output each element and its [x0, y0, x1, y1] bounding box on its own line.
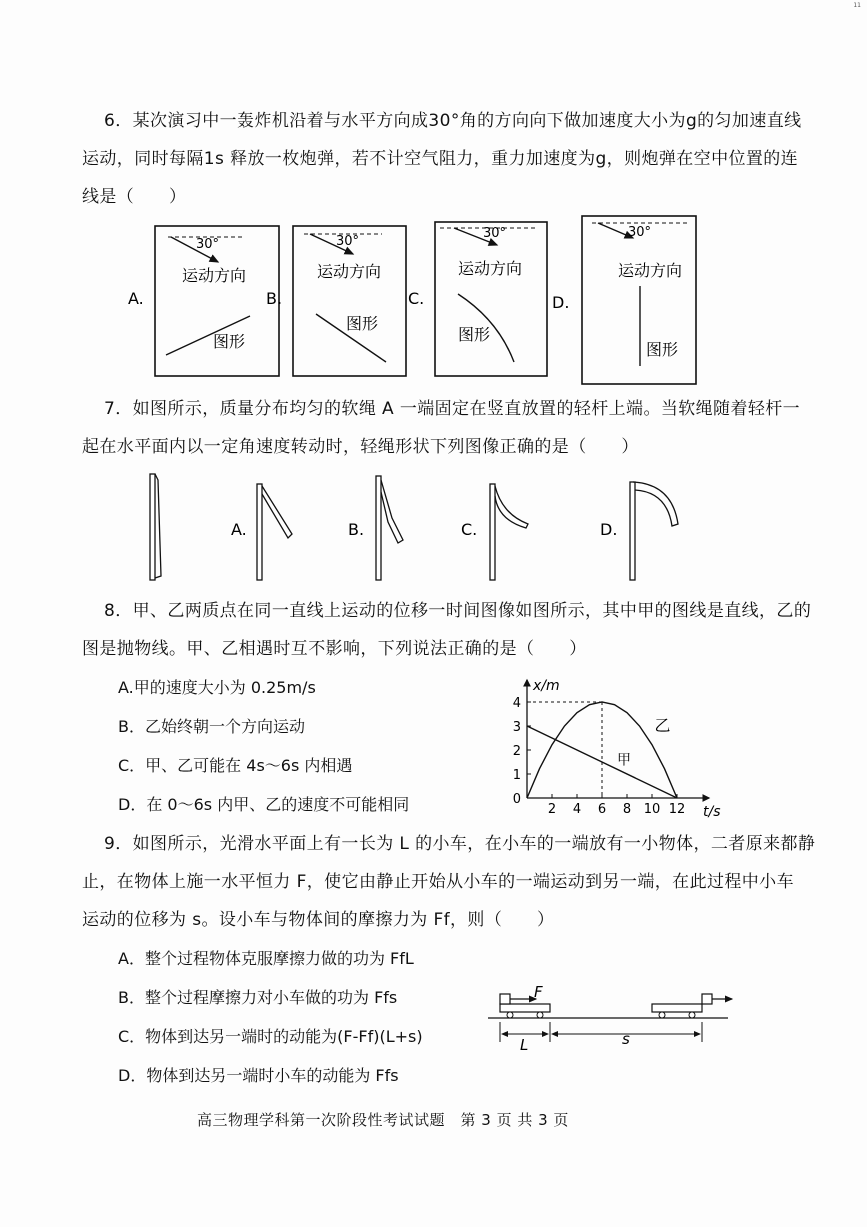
q9-option-a: A．整个过程物体克服摩擦力做的功为 FfL: [118, 949, 414, 968]
q7-option-b-rope: [381, 480, 403, 543]
q9-cart-figure: [488, 980, 748, 1052]
q9-line-3: 运动的位移为 s。设小车与物体间的摩擦力为 Ff，则（ ）: [82, 910, 555, 930]
q7-reference-rod: [150, 474, 155, 580]
chart-y-label: x/m: [533, 678, 560, 694]
q7-option-c-letter: C.: [461, 520, 478, 539]
q9-option-b: B．整个过程摩擦力对小车做的功为 Ffs: [118, 988, 398, 1007]
q9-line-2: 止，在物体上施一水平恒力 F，使它由静止开始从小车的一端运动到另一端，在此过程中小车: [82, 872, 794, 892]
chart-y-tick-label: 0: [512, 792, 521, 807]
q8-line-1: 8．甲、乙两质点在同一直线上运动的位移一时间图像如图所示，其中甲的图线是直线，乙的: [104, 601, 812, 621]
q7-line-1: 7．如图所示，质量分布均匀的软绳 A 一端固定在竖直放置的轻杆上端。当软绳随着轻杆一: [104, 399, 801, 419]
q6-option-d-letter: D.: [552, 293, 570, 312]
q6-option-c-direction: 运动方向: [458, 259, 523, 278]
q6-option-b-letter: B.: [266, 289, 283, 308]
q9-line-1: 9．如图所示，光滑水平面上有一长为 L 的小车，在小车的一端放有一小物体，二者原来都静: [104, 834, 816, 854]
chart-x-tick-label: 2: [547, 802, 557, 817]
chart-y-tick-label: 3: [512, 720, 521, 735]
q7-line-2: 起在水平面内以一定角速度转动时，轻绳形状下列图像正确的是（ ）: [82, 437, 639, 457]
chart-series-jia-label: 甲: [617, 752, 631, 769]
q7-option-b-letter: B.: [348, 520, 365, 539]
chart-x-label: t/s: [703, 804, 721, 820]
q6-option-b-angle: 30°: [336, 234, 360, 249]
force-label: F: [534, 983, 543, 1001]
chart-x-tick-label: 4: [572, 802, 582, 817]
q8-option-d: D．在 0～6s 内甲、乙的速度不可能相同: [118, 795, 410, 814]
chart-x-tick-label: 12: [668, 802, 686, 817]
length-label: L: [520, 1036, 529, 1052]
q7-figures: [130, 470, 690, 585]
q6-option-c-angle: 30°: [483, 226, 507, 241]
q6-line-2: 运动，同时每隔1s 释放一枚炮弹，若不计空气阻力，重力加速度为g，则炮弹在空中位置的连: [82, 149, 799, 169]
displacement-label: s: [622, 1030, 630, 1048]
left-cart-body: [500, 1004, 550, 1012]
q6-option-c-box: [435, 222, 547, 376]
q7-option-a-letter: A.: [231, 520, 247, 539]
q7-option-d-rope: [633, 482, 678, 526]
q6-option-a-angle: 30°: [196, 237, 220, 252]
q8-option-c: C．甲、乙可能在 4s～6s 内相遇: [118, 756, 353, 775]
q7-option-d-letter: D.: [600, 520, 618, 539]
q7-option-a-rope: [262, 486, 292, 538]
q6-option-a-shape-label: 图形: [213, 332, 246, 351]
page-footer: 高三物理学科第一次阶段性考试试题 第 3 页 共 3 页: [197, 1111, 569, 1129]
right-block: [702, 994, 712, 1004]
q7-option-a-rod: [257, 484, 262, 580]
q6-option-d-direction: 运动方向: [618, 261, 683, 280]
q8-option-a: A.甲的速度大小为 0.25m/s: [118, 678, 316, 697]
q6-option-d-angle: 30°: [628, 225, 652, 240]
chart-y-tick-label: 4: [512, 696, 521, 711]
q9-option-d: D．物体到达另一端时小车的动能为 Ffs: [118, 1066, 399, 1085]
q7-option-b-rod: [376, 476, 381, 580]
q8-option-b: B．乙始终朝一个方向运动: [118, 717, 305, 736]
q6-line-3: 线是（ ）: [82, 187, 187, 207]
q6-option-a-direction: 运动方向: [182, 266, 247, 285]
q6-line-1: 6．某次演习中一轰炸机沿着与水平方向成30°角的方向向下做加速度大小为g的匀加速直线: [104, 111, 802, 131]
q8-position-time-chart: [495, 670, 735, 830]
q6-option-b-shape-label: 图形: [346, 314, 379, 333]
chart-series-yi-label: 乙: [654, 715, 671, 735]
q6-figures: [120, 210, 710, 390]
q7-option-c-rod: [490, 484, 495, 580]
q6-option-c-letter: C.: [408, 289, 425, 308]
q7-option-c-rope: [495, 486, 528, 528]
q6-option-d-box: [582, 216, 696, 384]
chart-x-tick-label: 8: [622, 802, 632, 817]
q8-line-2: 图是抛物线。甲、乙相遇时互不影响，下列说法正确的是（ ）: [82, 639, 587, 659]
q6-option-b-direction: 运动方向: [317, 262, 382, 281]
q6-option-a-letter: A.: [128, 289, 144, 308]
q6-option-d-shape-label: 图形: [646, 340, 679, 359]
chart-x-tick-label: 10: [643, 802, 661, 817]
corner-mark: 11: [853, 2, 861, 9]
chart-y-tick-label: 1: [512, 768, 521, 783]
left-block: [500, 994, 510, 1004]
q7-option-d-rod: [630, 482, 635, 580]
q9-option-c: C．物体到达另一端时的动能为(F-Ff)(L+s): [118, 1027, 423, 1046]
q6-option-c-shape-label: 图形: [458, 325, 491, 344]
chart-y-tick-label: 2: [512, 744, 521, 759]
right-cart-body: [652, 1004, 702, 1012]
chart-x-tick-label: 6: [597, 802, 607, 817]
